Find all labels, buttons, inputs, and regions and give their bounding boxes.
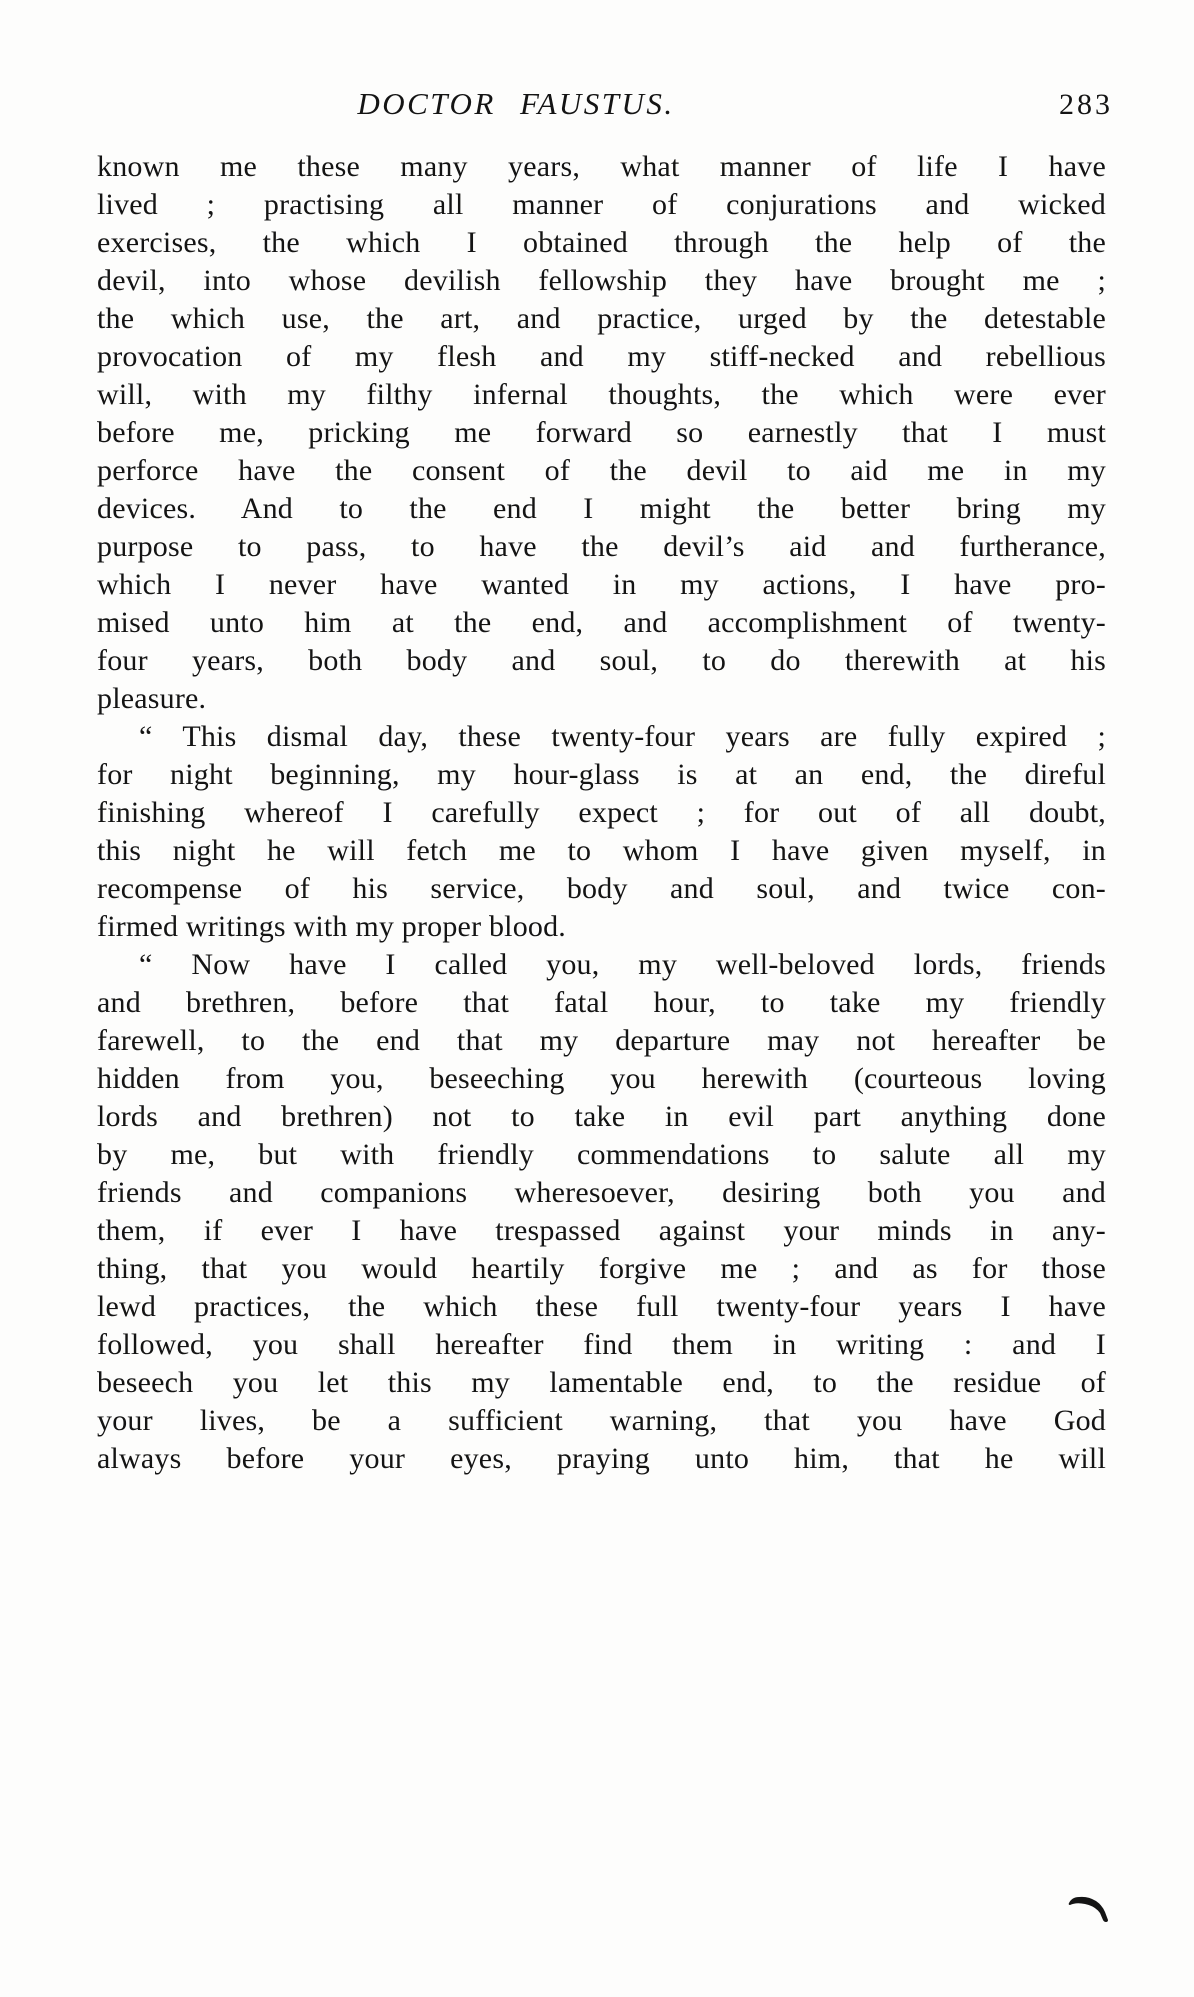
- text-line: will, with my filthy infernal thoughts, the which were ever: [97, 378, 1106, 411]
- text-line: the which use, the art, and practice, urged by the detestable: [97, 302, 1106, 335]
- page-number: 283: [1059, 88, 1113, 121]
- text-line: firmed writings with my proper blood.: [97, 910, 567, 943]
- text-line: farewell, to the end that my departure may not hereafter be: [97, 1024, 1106, 1057]
- text-line: them, if ever I have trespassed against your minds in any-: [97, 1214, 1106, 1247]
- text-line: four years, both body and soul, to do therewith at his: [97, 644, 1106, 677]
- text-line: lewd practices, the which these full twenty-four years I have: [97, 1290, 1106, 1323]
- text-line: known me these many years, what manner of life I have: [97, 150, 1106, 183]
- text-line: devices. And to the end I might the better bring my: [97, 492, 1106, 525]
- text-line: perforce have the consent of the devil to aid me in my: [97, 454, 1106, 487]
- ink-smudge-artifact: [1066, 1892, 1116, 1928]
- text-line: and brethren, before that fatal hour, to take my friendly: [97, 986, 1106, 1019]
- text-line: “ Now have I called you, my well-beloved lords, friends: [139, 948, 1106, 981]
- text-line: hidden from you, beseeching you herewith (courteous loving: [97, 1062, 1106, 1095]
- text-line: “ This dismal day, these twenty-four years are fully expired ;: [139, 720, 1106, 753]
- text-line: lords and brethren) not to take in evil part anything done: [97, 1100, 1106, 1133]
- text-line: purpose to pass, to have the devil’s aid and furtherance,: [97, 530, 1106, 563]
- text-line: your lives, be a sufficient warning, that you have God: [97, 1404, 1106, 1437]
- page-text: [97, 148, 1106, 1478]
- text-line: provocation of my flesh and my stiff-necked and rebellious: [97, 340, 1106, 373]
- text-line: lived ; practising all manner of conjurations and wicked: [97, 188, 1106, 221]
- text-line: which I never have wanted in my actions, I have pro-: [97, 568, 1106, 601]
- text-line: friends and companions wheresoever, desiring both you and: [97, 1176, 1106, 1209]
- text-line: finishing whereof I carefully expect ; for out of all doubt,: [97, 796, 1106, 829]
- text-line: for night beginning, my hour-glass is at an end, the direful: [97, 758, 1106, 791]
- text-line: mised unto him at the end, and accomplishment of twenty-: [97, 606, 1106, 639]
- text-line: this night he will fetch me to whom I have given myself, in: [97, 834, 1106, 867]
- page-title: DOCTOR FAUSTUS.: [357, 86, 675, 121]
- text-line: always before your eyes, praying unto him, that he will: [97, 1442, 1106, 1475]
- text-line: by me, but with friendly commendations to salute all my: [97, 1138, 1106, 1171]
- text-line: exercises, the which I obtained through the help of the: [97, 226, 1106, 259]
- running-header: [0, 86, 1194, 132]
- text-line: before me, pricking me forward so earnestly that I must: [97, 416, 1106, 449]
- text-line: recompense of his service, body and soul, and twice con-: [97, 872, 1106, 905]
- text-line: pleasure.: [97, 682, 207, 715]
- text-line: beseech you let this my lamentable end, to the residue of: [97, 1366, 1106, 1399]
- text-line: followed, you shall hereafter find them in writing : and I: [97, 1328, 1106, 1361]
- text-line: thing, that you would heartily forgive me ; and as for those: [97, 1252, 1106, 1285]
- text-line: devil, into whose devilish fellowship they have brought me ;: [97, 264, 1106, 297]
